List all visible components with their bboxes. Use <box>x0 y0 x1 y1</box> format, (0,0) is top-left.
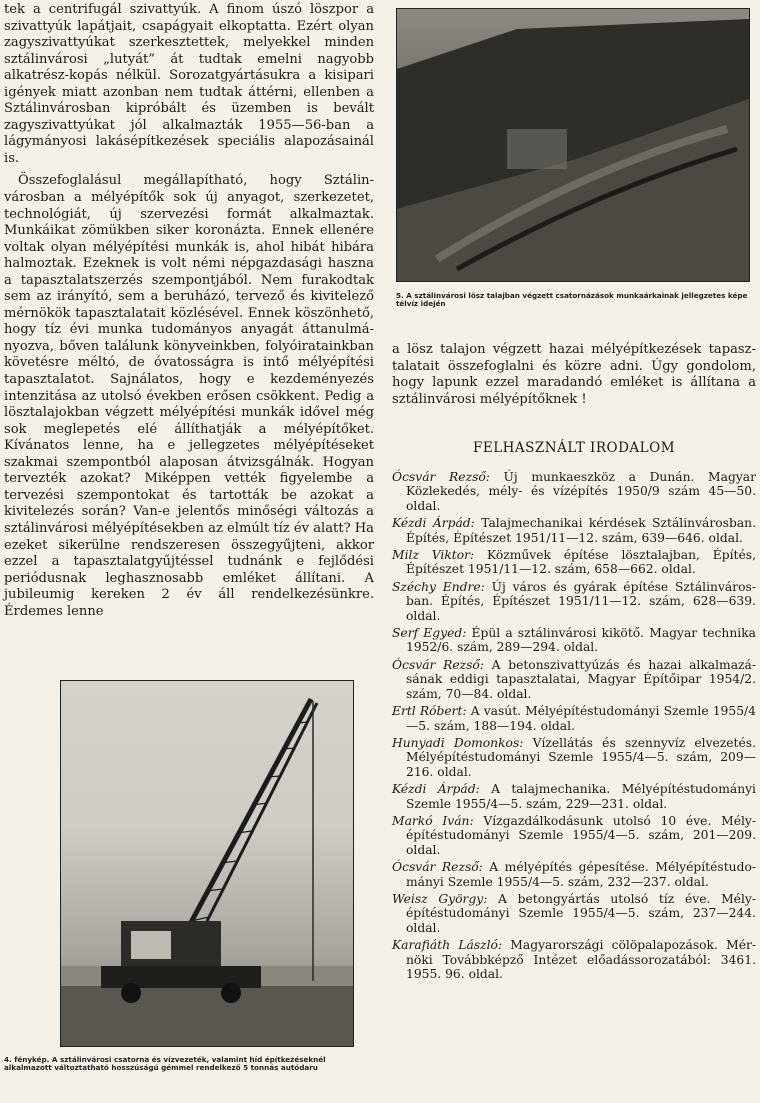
reference-item <box>392 580 756 623</box>
reference-author: Hunyadi Domonkos: <box>392 735 524 750</box>
reference-item <box>392 470 756 513</box>
reference-text: A betonszivattyúzás és hazai alkalmazásának eddigi tapasztalatai, Magyar Építőipar 1954/2. szám, 70—84. oldal. <box>406 657 757 701</box>
crane-illustration <box>61 681 353 1046</box>
reference-text: A talajmechanika. Mélyépítéstudományi Szemle 1955/4—5. szám, 229—231. oldal. <box>406 782 756 811</box>
left-column <box>4 0 374 620</box>
reference-item <box>392 626 756 655</box>
reference-author: Karafiáth László: <box>392 938 503 953</box>
reference-author: Ócsvár Rezső: <box>392 657 484 672</box>
reference-text: Új város és gyárak építése Sztálinvárosban. Építés, Építészet 1951/11—12. szám, 628—639. oldal. <box>406 579 756 623</box>
crane-photo <box>60 680 354 1047</box>
reference-text: A betongyártás utolsó tíz éve. Mélyépítéstudományi Szemle 1955/4—5. szám, 237—244. oldal. <box>406 891 756 935</box>
paragraph-1: tek a centrifugál szivattyúk. A finom úszó löszpor a szivattyúk lapátjait, csapágyait elkoptatta. Ezért olyan zagyszivattyúkat szerkesztettek, melyekkel minden sztálinvárosi „lutyát” át tudtak emelni nagyobb alkatrész-kopás nélkül. Sorozatgyártásukra a kisipari igények miatt azonban nem tudtak áttérni, ellenben a Sztálinvárosban kipróbált és üzemben is bevált zagyszivattyúkat jól alkalmazták 1955—56-ban a lágymányosi lakásépítkezések speciális alapozásainál is. <box>4 2 374 166</box>
reference-text: Új munkaeszköz a Dunán. Magyar Közlekedés, mély- és vízépítés 1950/9 szám 45—50. oldal. <box>406 470 756 513</box>
reference-item <box>392 548 756 577</box>
reference-text: Vízellátás és szennyvíz elvezetés. Mélyépítéstudományi Szemle 1955/4—5. szám, 209—216. oldal. <box>406 735 756 779</box>
reference-item <box>392 938 756 981</box>
reference-text: Épül a sztálinvárosi kikötő. Magyar technika 1952/6. szám, 289—294. oldal. <box>406 626 756 655</box>
reference-text: Vízgazdálkodásunk utolsó 10 éve. Mélyépítéstudományi Szemle 1955/4—5. szám, 201—209. oldal. <box>406 813 757 857</box>
reference-text: Talajmechanikai kérdések Sztálinvárosban. Építés, Építészet 1951/11—12. szám, 639—646. oldal. <box>406 516 756 545</box>
reference-author: Weisz György: <box>392 891 488 906</box>
reference-author: Széchy Endre: <box>392 579 485 594</box>
closing-paragraph: a lösz talajon végzett hazai mélyépítkezések tapasztalatait összefoglalni és közre adni. Úgy gondolom, hogy lapunk ezzel maradandó emléket is állítana a sztálinvárosi mélyépítőknek ! <box>392 342 756 407</box>
reference-item <box>392 814 756 857</box>
reference-author: Serf Egyed: <box>392 626 467 641</box>
reference-author: Kézdi Árpád: <box>392 782 480 797</box>
reference-text: A vasút. Mélyépítéstudományi Szemle 1955/4—5. szám, 188—194. oldal. <box>406 704 756 733</box>
reference-author: Ócsvár Rezső: <box>392 470 490 484</box>
reference-item <box>392 516 756 545</box>
reference-author: Kézdi Árpád: <box>392 516 475 531</box>
reference-text: Közművek építése lösztalajban, Építés, Építészet 1951/11—12. szám, 658—662. oldal. <box>406 548 756 577</box>
trench-illustration <box>397 9 749 281</box>
paragraph-2: Összefoglalásul megállapítható, hogy Sztálinvárosban a mélyépítők sok új anyagot, szerkezetet, technológiát, új szervezési formát alkalmaztak. Munkáikat zömükben siker koronázta. Ennek ellenére voltak olyan mélyépítési munkák is, ahol hibát hibára halmoztak. Ezeknek is volt némi népgazdasági haszna a tapasztalatszerzés szempontjából. Nem furakodtak sem az irányító, sem a beruházó, tervező és kivitelező mérnökök tapasztalatait közlésével. Ennek köszönhető, hogy tíz évi munka tudományos anyagát áttanulmányozva, bőven találunk könyveinkben, folyóiratainkban követésre méltó, de óvatosságra is intő mélyépítési tapasztalatot. Sajnálatos, hogy e kezdeményezés intenzitása az utolsó években erősen csökkent. Pedig a lösztalajokban végzett mélyépítési munkák idővel még sok meglepetés elé állíthatják a mélyépítőket. Kívánatos lenne, ha e jellegzetes mélyépítéseket szakmai szempontból alaposan átvizsgálnák. Hogyan tervezték azokat? Miképpen vették figyelembe a tervezési szempontokat és tartották be azokat a kivitelezés során? Van-e jelentős minőségi változás a sztálinvárosi mélyépítésekben az elmúlt tíz év alatt? Ha ezeket sikerülne rendszeresen összegyűjteni, akkor ezzel a tapasztalatgyűjtéssel tudnánk e fejlődési periódusnak leghasznosabb emléket állítani. A jubileumig kereken 2 év áll rendelkezésünkre. Érdemes lenne <box>4 173 374 619</box>
reference-author: Ertl Róbert: <box>392 704 467 719</box>
reference-item <box>392 704 756 733</box>
reference-text: A mélyépítés gépesítése. Mélyépítéstudományi Szemle 1955/4—5. szám, 232—237. oldal. <box>406 860 757 889</box>
reference-item <box>392 658 756 701</box>
reference-text: Magyarországi cölöpalapozások. Mérnöki Továbbképző Intézet előadássorozatából: 3461. 1955. 96. oldal. <box>406 938 757 981</box>
reference-author: Ócsvár Rezső: <box>392 860 483 875</box>
trench-photo <box>396 8 750 282</box>
reference-author: Milz Viktor: <box>392 548 475 563</box>
reference-author: Markó Iván: <box>392 813 474 828</box>
reference-item <box>392 860 756 889</box>
photo-4-caption: 4. fénykép. A sztálinvárosi csatorna és vízvezeték, valamint híd építkezéseknél alkalmazott változtatható hosszúságú gémmel rendelkező 5 tonnás autódaru <box>4 1055 326 1073</box>
closing-paragraph-block <box>392 342 756 408</box>
references-list <box>392 470 756 984</box>
reference-item <box>392 736 756 779</box>
reference-item <box>392 782 756 811</box>
reference-item <box>392 892 756 935</box>
photo-5-caption: 5. A sztálinvárosi lösz talajban végzett csatornázások munkaárkainak jellegzetes képe télvíz idején <box>396 291 748 309</box>
references-heading: FELHASZNÁLT IRODALOM <box>472 440 676 456</box>
